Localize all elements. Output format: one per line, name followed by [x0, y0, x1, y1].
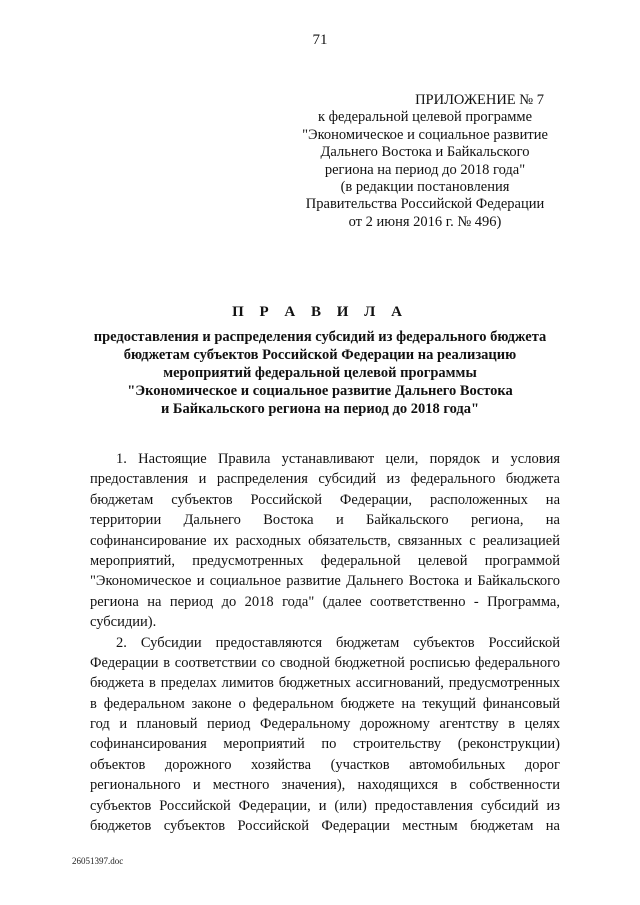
- text-line: региона на период до 2018 года" (далее соответственно - Программа,: [90, 593, 560, 610]
- rules-subtitle-line: предоставления и распределения субсидий из федерального бюджета: [93, 329, 547, 345]
- appendix-line: (в редакции постановления: [340, 179, 510, 196]
- text-line: мероприятий, предусмотренных федеральной целевой программой: [90, 552, 560, 569]
- appendix-line: от 2 июня 2016 г. № 496): [348, 213, 502, 230]
- text-line: предоставления и распределения субсидий из федерального бюджета: [90, 471, 560, 488]
- body-text: [90, 449, 560, 836]
- appendix-line: к федеральной целевой программе: [317, 109, 533, 126]
- text-line: софинансирование их расходных обязательств, связанных с реализацией: [90, 532, 560, 549]
- text-line: регионального и местного значения), находящихся в собственности: [90, 777, 560, 794]
- text-line: 1. Настоящие Правила устанавливают цели, порядок и условия: [116, 451, 560, 467]
- appendix-title: ПРИЛОЖЕНИЕ № 7: [415, 92, 544, 108]
- text-line: софинансирования мероприятий по строительству (реконструкции): [90, 736, 560, 753]
- paragraph-1: [90, 449, 560, 633]
- rules-subtitle: [60, 328, 580, 418]
- text-line: территории Дальнего Востока и Байкальского региона, на: [90, 512, 560, 529]
- text-line: в федеральном законе о федеральном бюджете на текущий финансовый: [90, 695, 560, 712]
- text-line: бюджетов субъектов Российской Федерации местным бюджетам на: [90, 818, 560, 835]
- paragraph-2: [90, 633, 560, 837]
- appendix-line: Дальнего Востока и Байкальского: [320, 144, 530, 161]
- text-line: бюджета в пределах лимитов бюджетных ассигнований, предусмотренных: [90, 675, 560, 692]
- text-line: год и плановый период Федеральному дорожному агентству в целях: [90, 716, 560, 733]
- rules-subtitle-line: и Байкальского региона на период до 2018 года": [160, 401, 480, 417]
- footer-doc-name: 26051397.doc: [72, 856, 124, 866]
- text-line: Федерации в соответствии со сводной бюджетной росписью федерального: [90, 654, 560, 671]
- appendix-line: Правительства Российской Федерации: [305, 196, 545, 213]
- text-line: субъектов Российской Федерации, и (или) предоставления субсидий из: [90, 797, 560, 814]
- text-line: 2. Субсидии предоставляются бюджетам субъектов Российской: [116, 634, 560, 651]
- text-line: "Экономическое и социальное развитие Дальнего Востока и Байкальского: [90, 573, 560, 590]
- appendix-line: региона на период до 2018 года": [324, 161, 526, 178]
- appendix-line: "Экономическое и социальное развитие: [302, 126, 548, 143]
- rules-title: П Р А В И Л А: [232, 304, 408, 320]
- text-line: субсидии).: [90, 614, 157, 631]
- rules-subtitle-line: мероприятий федеральной целевой программы: [163, 365, 477, 381]
- appendix-block: [290, 92, 560, 231]
- rules-subtitle-line: бюджетам субъектов Российской Федерации на реализацию: [123, 347, 517, 363]
- text-line: бюджетам субъектов Российской Федерации, расположенных на: [90, 491, 560, 508]
- rules-subtitle-line: "Экономическое и социальное развитие Дальнего Востока: [127, 383, 513, 399]
- page-number: 71: [312, 32, 328, 48]
- text-line: объектов дорожного хозяйства (участков автомобильных дорог: [90, 756, 560, 773]
